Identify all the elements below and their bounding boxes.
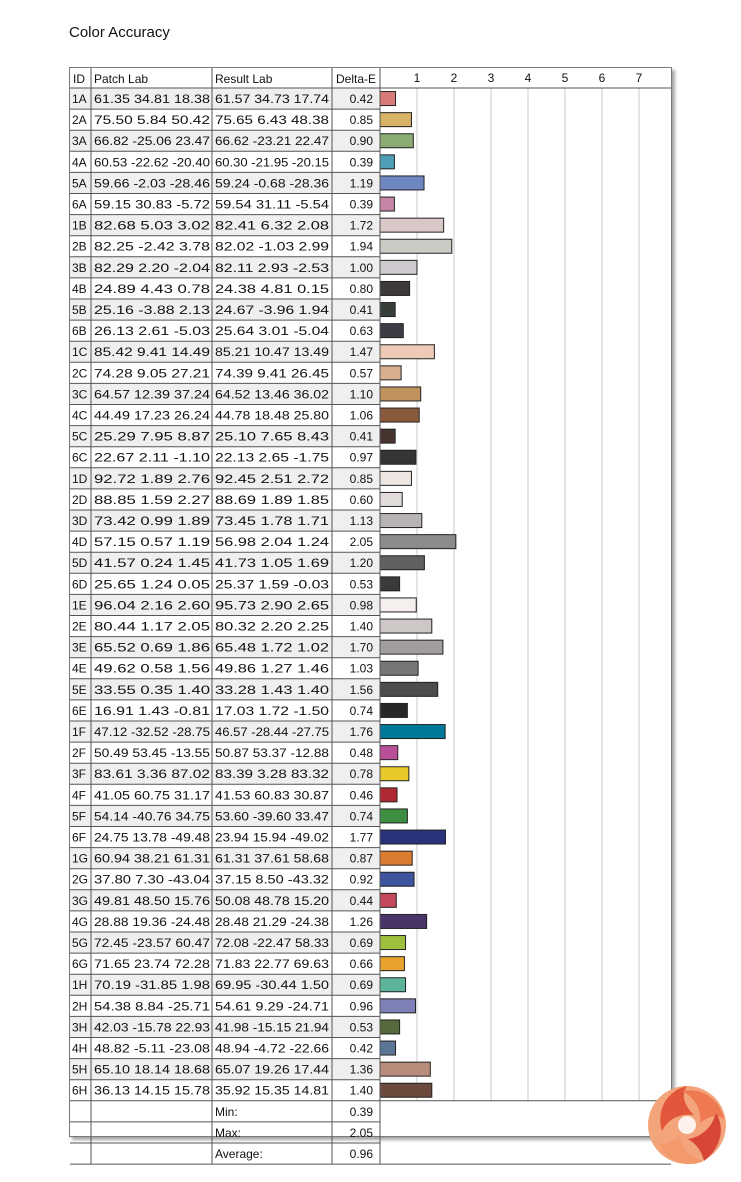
delta-e-bar [380,324,403,338]
patch-lab-value: 26.13 2.61 -5.03 [94,324,211,339]
result-lab-value: 61.31 37.61 58.68 [215,851,330,866]
delta-e-value: 0.80 [349,281,373,296]
result-lab-value: 25.64 3.01 -5.04 [215,324,330,339]
delta-e-bar [380,197,394,211]
row-id: 3F [72,767,87,782]
delta-e-bar [380,788,397,802]
patch-lab-value: 25.29 7.95 8.87 [94,429,211,444]
result-lab-value: 85.21 10.47 13.49 [215,345,330,360]
row-id: 2A [72,113,87,128]
delta-e-bar [380,556,424,570]
patch-lab-value: 54.14 -40.76 34.75 [94,809,211,824]
delta-e-value: 1.72 [349,218,373,233]
result-lab-value: 83.39 3.28 83.32 [215,767,330,782]
delta-e-value: 0.63 [349,324,373,339]
patch-lab-value: 66.82 -25.06 23.47 [94,134,211,149]
patch-lab-value: 49.81 48.50 15.76 [94,893,211,908]
result-lab-value: 37.15 8.50 -43.32 [215,872,330,887]
row-id: 2G [72,872,89,887]
row-id: 2D [72,492,88,507]
delta-e-value: 1.70 [349,640,373,655]
patch-lab-value: 72.45 -23.57 60.47 [94,936,211,950]
result-lab-value: 41.53 60.83 30.87 [215,788,330,803]
delta-e-bar [380,598,416,612]
row-id: 6A [72,197,87,212]
delta-e-value: 1.40 [349,619,373,634]
result-lab-value: 92.45 2.51 2.72 [215,471,330,486]
result-lab-value: 75.65 6.43 48.38 [215,113,330,128]
row-id: 6G [72,957,89,972]
result-lab-value: 65.48 1.72 1.02 [215,640,330,655]
result-lab-value: 25.37 1.59 -0.03 [215,577,330,592]
result-lab-value: 59.24 -0.68 -28.36 [215,176,330,191]
result-lab-value: 69.95 -30.44 1.50 [215,978,330,993]
row-id: 4B [72,281,87,296]
delta-e-bar [380,978,406,992]
result-lab-value: 46.57 -28.44 -27.75 [215,725,330,739]
delta-e-bar [380,514,422,528]
patch-lab-value: 49.62 0.58 1.56 [94,661,211,676]
result-lab-value: 74.39 9.41 26.45 [215,366,330,381]
patch-lab-value: 65.10 18.14 18.68 [94,1062,211,1077]
delta-e-bar [380,260,417,274]
delta-e-bar [380,746,398,760]
delta-e-value: 0.85 [349,113,373,128]
summary-value: 0.39 [349,1104,373,1119]
row-id: 1A [72,92,87,106]
row-id: 3A [72,134,87,149]
result-lab-value: 65.07 19.26 17.44 [215,1062,330,1077]
delta-e-bar [380,408,419,422]
patch-lab-value: 50.49 53.45 -13.55 [94,746,211,761]
delta-e-bar [380,619,432,633]
row-id: 1C [72,345,88,360]
column-header: Patch Lab [94,72,149,86]
result-lab-value: 73.45 1.78 1.71 [215,514,330,528]
delta-e-value: 1.47 [349,345,373,360]
delta-e-bar [380,1062,430,1076]
summary-label: Min: [215,1104,238,1119]
patch-lab-value: 74.28 9.05 27.21 [94,366,211,381]
result-lab-value: 82.11 2.93 -2.53 [215,260,330,275]
delta-e-bar [380,345,434,359]
delta-e-value: 1.03 [349,661,373,676]
delta-e-value: 0.48 [349,746,373,761]
row-id: 3D [72,514,88,528]
row-id: 1E [72,598,87,613]
patch-lab-value: 96.04 2.16 2.60 [94,598,211,613]
patch-lab-value: 42.03 -15.78 22.93 [94,1020,211,1035]
delta-e-bar [380,577,400,591]
delta-e-bar [380,155,394,169]
result-lab-value: 59.54 31.11 -5.54 [215,197,330,212]
row-id: 3G [72,893,89,908]
delta-e-bar [380,999,416,1013]
delta-e-value: 1.26 [349,914,373,929]
delta-e-value: 0.44 [349,893,373,908]
patch-lab-value: 64.57 12.39 37.24 [94,387,211,402]
result-lab-value: 41.73 1.05 1.69 [215,556,330,571]
delta-e-value: 0.85 [349,471,373,486]
patch-lab-value: 41.05 60.75 31.17 [94,788,211,803]
delta-e-value: 0.90 [349,134,373,149]
patch-lab-value: 85.42 9.41 14.49 [94,345,211,360]
patch-lab-value: 57.15 0.57 1.19 [94,535,211,550]
delta-e-bar [380,851,412,865]
delta-e-bar [380,767,409,781]
result-lab-value: 28.48 21.29 -24.38 [215,914,330,929]
page-title: Color Accuracy [69,24,170,41]
result-lab-value: 41.98 -15.15 21.94 [215,1020,330,1035]
delta-e-value: 1.19 [349,176,373,191]
result-lab-value: 82.41 6.32 2.08 [215,218,330,233]
row-id: 2E [72,619,87,634]
result-lab-value: 54.61 9.29 -24.71 [215,999,330,1014]
result-lab-value: 61.57 34.73 17.74 [215,92,330,106]
x-tick-label: 1 [413,71,421,85]
delta-e-bar [380,176,424,190]
delta-e-value: 0.53 [349,1020,373,1035]
result-lab-value: 80.32 2.20 2.25 [215,619,330,634]
row-id: 5H [72,1062,88,1077]
x-tick-label: 7 [635,71,643,85]
delta-e-value: 1.77 [349,830,373,845]
result-lab-value: 49.86 1.27 1.46 [215,661,330,676]
delta-e-bar [380,218,444,232]
delta-e-bar [380,1083,432,1097]
delta-e-value: 2.05 [349,535,373,550]
delta-e-value: 1.40 [349,1083,373,1098]
delta-e-value: 1.10 [349,387,373,402]
row-id: 4F [72,788,87,803]
x-tick-label: 6 [598,71,606,85]
delta-e-bar [380,366,401,380]
delta-e-value: 0.57 [349,366,373,381]
result-lab-value: 48.94 -4.72 -22.66 [215,1041,330,1056]
table-chart [70,68,671,1161]
row-id: 6B [72,324,87,339]
delta-e-value: 0.74 [349,809,373,824]
row-id: 3E [72,640,87,655]
result-lab-value: 72.08 -22.47 58.33 [215,936,330,950]
row-id: 4A [72,155,87,170]
patch-lab-value: 36.13 14.15 15.78 [94,1083,211,1098]
delta-e-bar [380,92,396,106]
delta-e-value: 1.13 [349,514,373,528]
x-tick-label: 4 [524,71,532,85]
x-tick-label: 5 [561,71,569,85]
delta-e-bar [380,387,421,401]
patch-lab-value: 54.38 8.84 -25.71 [94,999,211,1014]
delta-e-bar [380,1020,400,1034]
result-lab-value: 60.30 -21.95 -20.15 [215,155,330,170]
row-id: 1B [72,218,87,233]
result-lab-value: 64.52 13.46 36.02 [215,387,330,402]
delta-e-bar [380,113,411,127]
summary-label: Max: [215,1125,242,1140]
delta-e-bar [380,725,445,739]
column-header: Delta-E [336,72,377,86]
row-id: 2H [72,999,88,1014]
delta-e-value: 1.76 [349,725,373,739]
delta-e-bar [380,872,414,886]
row-id: 4G [72,914,89,929]
delta-e-bar [380,936,406,950]
patch-lab-value: 48.82 -5.11 -23.08 [94,1041,211,1056]
result-lab-value: 44.78 18.48 25.80 [215,408,330,423]
result-lab-value: 53.60 -39.60 33.47 [215,809,330,824]
delta-e-value: 1.56 [349,682,373,697]
delta-e-value: 0.96 [349,999,373,1014]
delta-e-value: 0.69 [349,978,373,993]
row-id: 1F [72,725,87,739]
patch-lab-value: 22.67 2.11 -1.10 [94,450,211,465]
patch-lab-value: 24.89 4.43 0.78 [94,281,211,296]
patch-lab-value: 44.49 17.23 26.24 [94,408,211,423]
row-id: 5D [72,556,88,571]
row-id: 2F [72,746,87,761]
patch-lab-value: 41.57 0.24 1.45 [94,556,211,571]
result-lab-value: 35.92 15.35 14.81 [215,1083,330,1098]
patch-lab-value: 25.16 -3.88 2.13 [94,303,211,317]
delta-e-value: 0.53 [349,577,373,592]
delta-e-bar [380,1041,396,1055]
delta-e-value: 0.66 [349,957,373,972]
delta-e-value: 0.41 [349,429,373,444]
patch-lab-value: 59.15 30.83 -5.72 [94,197,211,212]
row-id: 4E [72,661,87,676]
result-lab-value: 88.69 1.89 1.85 [215,492,330,507]
result-lab-value: 23.94 15.94 -49.02 [215,830,330,845]
result-lab-value: 50.87 53.37 -12.88 [215,746,330,761]
delta-e-bar [380,535,456,549]
patch-lab-value: 70.19 -31.85 1.98 [94,978,211,993]
column-header: Result Lab [215,72,273,86]
delta-e-bar [380,703,407,717]
row-id: 1H [72,978,88,993]
delta-e-value: 0.60 [349,492,373,507]
delta-e-value: 0.42 [349,1041,373,1056]
delta-e-value: 1.20 [349,556,373,571]
result-lab-value: 22.13 2.65 -1.75 [215,450,330,465]
delta-e-value: 0.41 [349,303,373,317]
result-lab-value: 66.62 -23.21 22.47 [215,134,330,149]
patch-lab-value: 73.42 0.99 1.89 [94,514,211,528]
delta-e-value: 0.97 [349,450,373,465]
patch-lab-value: 28.88 19.36 -24.48 [94,914,211,929]
patch-lab-value: 60.94 38.21 61.31 [94,851,211,866]
summary-label: Average: [215,1147,263,1161]
delta-e-bar [380,893,396,907]
delta-e-value: 0.39 [349,155,373,170]
row-id: 6F [72,830,87,845]
column-header: ID [73,72,85,86]
patch-lab-value: 75.50 5.84 50.42 [94,113,211,128]
result-lab-value: 25.10 7.65 8.43 [215,429,330,444]
delta-e-bar [380,830,445,844]
delta-e-bar [380,281,410,295]
result-lab-value: 95.73 2.90 2.65 [215,598,330,613]
row-id: 2B [72,239,87,254]
patch-lab-value: 25.65 1.24 0.05 [94,577,211,592]
delta-e-bar [380,640,443,654]
patch-lab-value: 71.65 23.74 72.28 [94,957,211,972]
row-id: 5E [72,682,87,697]
row-id: 4H [72,1041,88,1056]
row-id: 1G [72,851,89,866]
row-id: 5C [72,429,88,444]
row-id: 5A [72,176,87,191]
patch-lab-value: 82.25 -2.42 3.78 [94,239,211,254]
delta-e-value: 0.98 [349,598,373,613]
delta-e-value: 0.39 [349,197,373,212]
delta-e-value: 0.87 [349,851,373,866]
row-id: 5G [72,936,89,950]
row-id: 1D [72,471,88,486]
delta-e-value: 0.74 [349,703,373,718]
delta-e-value: 1.00 [349,260,373,275]
patch-lab-value: 59.66 -2.03 -28.46 [94,176,211,191]
row-id: 4D [72,535,88,550]
delta-e-value: 1.06 [349,408,373,423]
row-id: 6D [72,577,88,592]
summary-value: 0.96 [349,1147,373,1161]
delta-e-bar [380,450,416,464]
patch-lab-value: 33.55 0.35 1.40 [94,682,211,697]
patch-lab-value: 16.91 1.43 -0.81 [94,703,211,718]
delta-e-bar [380,471,411,485]
patch-lab-value: 82.29 2.20 -2.04 [94,260,211,275]
delta-e-bar [380,914,427,928]
delta-e-bar [380,303,395,317]
delta-e-bar [380,661,418,675]
patch-lab-value: 83.61 3.36 87.02 [94,767,211,782]
row-id: 6E [72,703,87,718]
delta-e-bar [380,809,407,823]
result-lab-value: 50.08 48.78 15.20 [215,893,330,908]
delta-e-bar [380,239,452,253]
row-id: 2C [72,366,88,381]
delta-e-bar [380,492,402,506]
x-tick-label: 2 [450,71,458,85]
patch-lab-value: 80.44 1.17 2.05 [94,619,211,634]
color-accuracy-table [69,67,672,1161]
row-id: 5B [72,303,87,317]
patch-lab-value: 82.68 5.03 3.02 [94,218,211,233]
row-id: 5F [72,809,87,824]
row-id: 3C [72,387,88,402]
row-id: 3B [72,260,87,275]
row-id: 6C [72,450,88,465]
patch-lab-value: 24.75 13.78 -49.48 [94,830,211,845]
patch-lab-value: 60.53 -22.62 -20.40 [94,155,211,170]
result-lab-value: 33.28 1.43 1.40 [215,682,330,697]
brand-logo-icon [646,1079,728,1171]
result-lab-value: 71.83 22.77 69.63 [215,957,330,972]
row-id: 6H [72,1083,88,1098]
patch-lab-value: 37.80 7.30 -43.04 [94,872,211,887]
delta-e-value: 1.36 [349,1062,373,1077]
x-tick-label: 3 [487,71,495,85]
result-lab-value: 17.03 1.72 -1.50 [215,703,330,718]
patch-lab-value: 61.35 34.81 18.38 [94,92,211,106]
delta-e-value: 0.69 [349,936,373,950]
patch-lab-value: 92.72 1.89 2.76 [94,471,211,486]
summary-value: 2.05 [349,1125,373,1140]
row-id: 3H [72,1020,88,1035]
patch-lab-value: 65.52 0.69 1.86 [94,640,211,655]
delta-e-bar [380,429,395,443]
delta-e-value: 0.92 [349,872,373,887]
patch-lab-value: 88.85 1.59 2.27 [94,492,211,507]
row-id: 4C [72,408,88,423]
delta-e-bar [380,134,413,148]
delta-e-value: 1.94 [349,239,373,254]
result-lab-value: 24.38 4.81 0.15 [215,281,330,296]
patch-lab-value: 47.12 -32.52 -28.75 [94,725,211,739]
result-lab-value: 82.02 -1.03 2.99 [215,239,330,254]
result-lab-value: 56.98 2.04 1.24 [215,535,330,550]
delta-e-bar [380,957,404,971]
delta-e-value: 0.42 [349,92,373,106]
delta-e-value: 0.78 [349,767,373,782]
delta-e-bar [380,682,438,696]
result-lab-value: 24.67 -3.96 1.94 [215,303,330,317]
delta-e-value: 0.46 [349,788,373,803]
